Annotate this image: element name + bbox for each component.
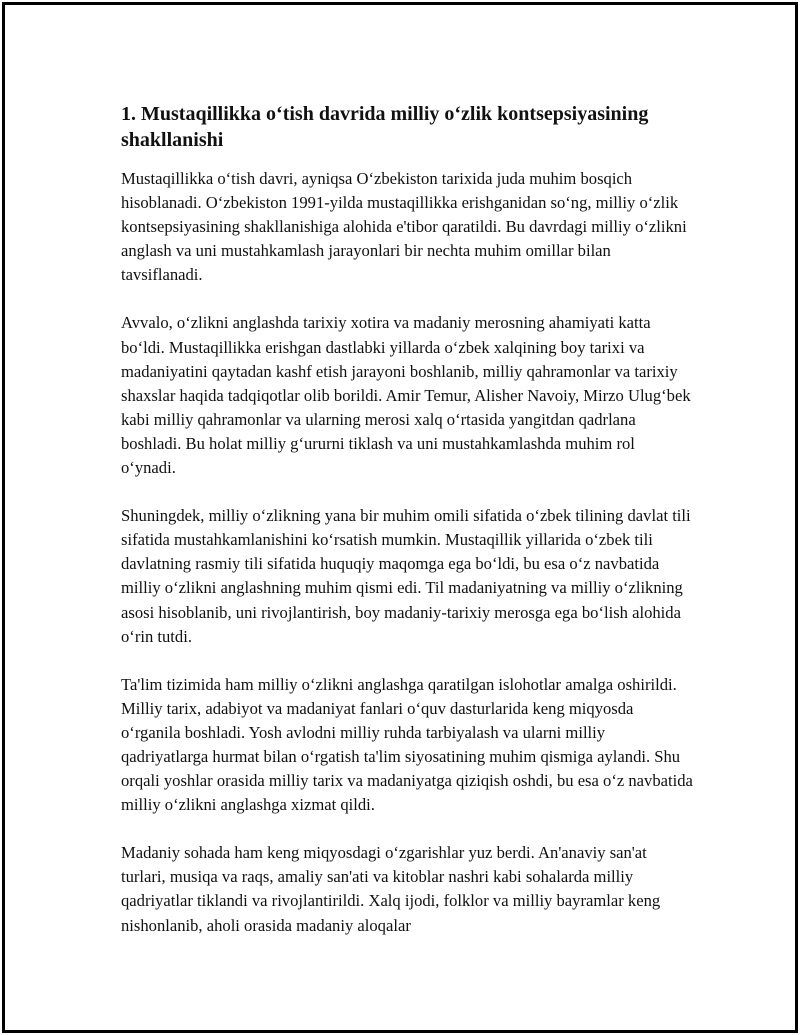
paragraph: Ta'lim tizimida ham milliy o‘zlikni anglashga qaratilgan islohotlar amalga oshirildi. Milliy tarix, adabiyot va madaniyat fanlari o‘quv dasturlarida keng miqyosda o‘rganila boshladi. Yosh avlodni milliy ruhda tarbiyalash va ularni milliy qadriyatlarga hurmat bilan o‘rgatish ta'lim siyosatining muhim qismiga aylandi. Shu orqali yoshlar orasida milliy tarix va madaniyatga qiziqish oshdi, bu esa o‘z navbatida milliy o‘zlikni anglashga xizmat qildi. — [121, 674, 693, 815]
paragraph: Shuningdek, milliy o‘zlikning yana bir muhim omili sifatida o‘zbek tilining davlat tili sifatida mustahkamlanishini ko‘rsatish mumkin. Mustaqillik yillarida o‘zbek tili davlatning rasmiy tili sifatida huquqiy maqomga ega bo‘ldi, bu esa o‘z navbatida milliy o‘zlikni anglashning muhim qismi edi. Til madaniyatning va milliy o‘zlikning asosi hisoblanib, uni rivojlantirish, boy madaniy-tarixiy merosga ega bo‘lish alohida o‘rin tutdi. — [121, 506, 691, 646]
document-body — [121, 101, 693, 962]
paragraph: Madaniy sohada ham keng miqyosdagi o‘zgarishlar yuz berdi. An'anaviy san'at turlari, musiqa va raqs, amaliy san'ati va kitoblar nashri kabi sohalarda milliy qadriyatlar tiklandi va rivojlantirildi. Xalq ijodi, folklor va milliy bayramlar keng nishonlanib, aholi orasida madaniy aloqalar — [121, 843, 661, 935]
paragraph: Avvalo, o‘zlikni anglashda tarixiy xotira va madaniy merosning ahamiyati katta bo‘ldi. Mustaqillikka erishgan dastlabki yillarda o‘zbek xalqining boy tarixi va madaniyatini qaytadan kashf etish jarayoni boshlanib, milliy qahramonlar va tarixiy shaxslar haqida tadqiqotlar olib borildi. Amir Temur, Alisher Navoiy, Mirzo Ulug‘bek kabi milliy qahramonlar va ularning merosi xalq o‘rtasida yangitdan qadrlana boshladi. Bu holat milliy g‘ururni tiklash va uni mustahkamlashda muhim rol o‘ynadi. — [121, 313, 691, 478]
paragraph: Mustaqillikka o‘tish davri, ayniqsa O‘zbekiston tarixida juda muhim bosqich hisoblanadi. O‘zbekiston 1991-yilda mustaqillikka erishganidan so‘ng, milliy o‘zlik kontsepsiyasining shakllanishiga alohida e'tibor qaratildi. Bu davrdagi milliy o‘zlikni anglash va uni mustahkamlash jarayonlari bir nechta muhim omillar bilan tavsiflanadi. — [121, 169, 687, 285]
section-heading: 1. Mustaqillikka o‘tish davrida milliy o‘zlik kontsepsiyasining shakllanishi — [121, 103, 649, 151]
page-frame — [2, 2, 798, 1033]
